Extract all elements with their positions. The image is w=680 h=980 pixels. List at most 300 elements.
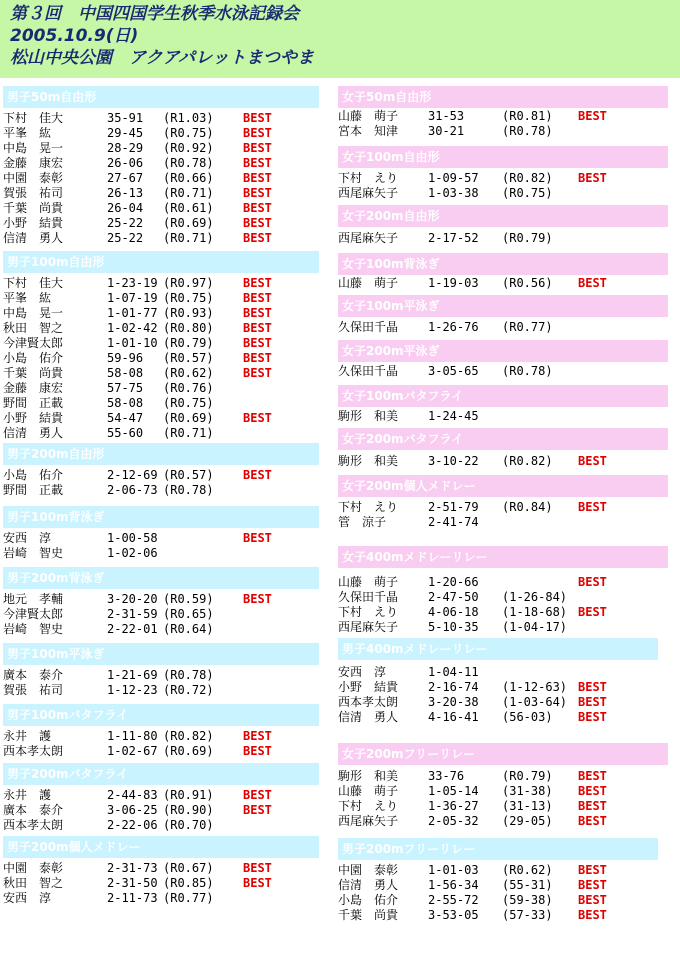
reaction-split: (57-33) bbox=[502, 908, 553, 922]
swimmer-name: 下村 えり bbox=[338, 605, 399, 619]
reaction-split: (R0.70) bbox=[163, 818, 214, 832]
best-mark: BEST bbox=[578, 695, 607, 709]
result-row bbox=[3, 426, 319, 441]
best-mark: BEST bbox=[243, 291, 272, 305]
section-title: 男子50m自由形 bbox=[3, 86, 319, 108]
reaction-split: (R0.71) bbox=[163, 426, 214, 440]
result-time: 33-76 bbox=[428, 769, 465, 783]
reaction-split: (55-31) bbox=[502, 878, 553, 892]
swimmer-name: 下村 えり bbox=[338, 500, 399, 514]
result-row bbox=[338, 799, 668, 814]
best-mark: BEST bbox=[243, 351, 272, 365]
result-row bbox=[3, 818, 319, 833]
swimmer-name: 廣本 泰介 bbox=[3, 668, 64, 682]
result-time: 2-17-52 bbox=[428, 231, 479, 245]
meet-date: 2005.10.9(日) bbox=[10, 26, 139, 46]
swimmer-name: 岩崎 智史 bbox=[3, 546, 64, 560]
result-row bbox=[338, 680, 658, 695]
reaction-split: (R0.57) bbox=[163, 468, 214, 482]
swimmer-name: 金藤 康宏 bbox=[3, 156, 64, 170]
swimmer-name: 下村 えり bbox=[338, 171, 399, 185]
section-title: 男子100mバタフライ bbox=[3, 704, 319, 726]
result-row bbox=[3, 186, 319, 201]
result-time: 2-41-74 bbox=[428, 515, 479, 529]
result-time: 59-96 bbox=[107, 351, 144, 365]
result-row bbox=[338, 186, 668, 201]
result-row bbox=[338, 605, 668, 620]
result-row bbox=[338, 320, 668, 335]
result-time: 1-21-69 bbox=[107, 668, 158, 682]
best-mark: BEST bbox=[578, 799, 607, 813]
swimmer-name: 小島 佑介 bbox=[338, 893, 399, 907]
reaction-split: (R0.91) bbox=[163, 788, 214, 802]
reaction-split: (R0.82) bbox=[502, 171, 553, 185]
result-row bbox=[338, 171, 668, 186]
reaction-split: (R0.71) bbox=[163, 231, 214, 245]
section-title: 男子200m個人メドレー bbox=[3, 836, 319, 858]
swimmer-name: 千葉 尚貴 bbox=[3, 201, 64, 215]
result-row bbox=[3, 141, 319, 156]
reaction-split: (R0.67) bbox=[163, 861, 214, 875]
reaction-split: (R0.64) bbox=[163, 622, 214, 636]
swimmer-name: 信清 勇人 bbox=[3, 231, 64, 245]
result-row bbox=[3, 803, 319, 818]
section-title: 女子400mメドレーリレー bbox=[338, 546, 668, 568]
reaction-split: (56-03) bbox=[502, 710, 553, 724]
swimmer-name: 久保田千晶 bbox=[338, 590, 399, 604]
swimmer-name: 駒形 和美 bbox=[338, 409, 399, 423]
best-mark: BEST bbox=[243, 171, 272, 185]
swimmer-name: 宮本 知津 bbox=[338, 124, 399, 138]
reaction-split: (1-18-68) bbox=[502, 605, 568, 619]
swimmer-name: 中園 泰彰 bbox=[3, 171, 64, 185]
result-row bbox=[3, 468, 319, 483]
result-row bbox=[3, 126, 319, 141]
swimmer-name: 秋田 智之 bbox=[3, 321, 64, 335]
swimmer-name: 安西 淳 bbox=[338, 665, 387, 679]
result-time: 3-10-22 bbox=[428, 454, 479, 468]
swimmer-name: 下村 えり bbox=[338, 799, 399, 813]
result-row bbox=[3, 411, 319, 426]
result-row bbox=[3, 607, 319, 622]
swimmer-name: 秋田 智之 bbox=[3, 876, 64, 890]
swimmer-name: 岩崎 智史 bbox=[3, 622, 64, 636]
result-row bbox=[3, 231, 319, 246]
result-time: 35-91 bbox=[107, 111, 144, 125]
result-row bbox=[338, 500, 668, 515]
result-row bbox=[338, 620, 668, 635]
reaction-split: (R0.69) bbox=[163, 744, 214, 758]
result-time: 3-20-20 bbox=[107, 592, 158, 606]
result-time: 3-06-25 bbox=[107, 803, 158, 817]
result-row bbox=[3, 156, 319, 171]
swimmer-name: 千葉 尚貴 bbox=[338, 908, 399, 922]
best-mark: BEST bbox=[578, 710, 607, 724]
reaction-split: (R0.93) bbox=[163, 306, 214, 320]
swimmer-name: 駒形 和美 bbox=[338, 769, 399, 783]
result-time: 2-51-79 bbox=[428, 500, 479, 514]
best-mark: BEST bbox=[243, 126, 272, 140]
swimmer-name: 駒形 和美 bbox=[338, 454, 399, 468]
best-mark: BEST bbox=[578, 769, 607, 783]
swimmer-name: 久保田千晶 bbox=[338, 364, 399, 378]
swimmer-name: 廣本 泰介 bbox=[3, 803, 64, 817]
result-row bbox=[3, 351, 319, 366]
swimmer-name: 下村 佳大 bbox=[3, 276, 64, 290]
reaction-split: (R0.85) bbox=[163, 876, 214, 890]
reaction-split: (R0.77) bbox=[502, 320, 553, 334]
result-row bbox=[338, 784, 668, 799]
result-row bbox=[3, 744, 319, 759]
best-mark: BEST bbox=[243, 111, 272, 125]
result-time: 1-19-03 bbox=[428, 276, 479, 290]
result-time: 1-09-57 bbox=[428, 171, 479, 185]
result-time: 25-22 bbox=[107, 231, 144, 245]
best-mark: BEST bbox=[243, 201, 272, 215]
reaction-split: (R0.69) bbox=[163, 411, 214, 425]
result-row bbox=[338, 908, 658, 923]
result-row bbox=[3, 171, 319, 186]
swimmer-name: 下村 佳大 bbox=[3, 111, 64, 125]
result-row bbox=[3, 683, 319, 698]
result-time: 58-08 bbox=[107, 396, 144, 410]
result-time: 2-22-06 bbox=[107, 818, 158, 832]
title-band bbox=[0, 0, 680, 78]
result-time: 1-56-34 bbox=[428, 878, 479, 892]
swimmer-name: 久保田千晶 bbox=[338, 320, 399, 334]
best-mark: BEST bbox=[243, 231, 272, 245]
result-time: 26-04 bbox=[107, 201, 144, 215]
swimmer-name: 永井 護 bbox=[3, 788, 52, 802]
best-mark: BEST bbox=[243, 788, 272, 802]
reaction-split: (R0.71) bbox=[163, 186, 214, 200]
best-mark: BEST bbox=[578, 863, 607, 877]
section-title: 男子200mバタフライ bbox=[3, 763, 319, 785]
best-mark: BEST bbox=[243, 216, 272, 230]
section-title: 女子100m平泳ぎ bbox=[338, 295, 668, 317]
best-mark: BEST bbox=[578, 878, 607, 892]
result-row bbox=[3, 276, 319, 291]
swimmer-name: 安西 淳 bbox=[3, 531, 52, 545]
section-title: 男子100m背泳ぎ bbox=[3, 506, 319, 528]
swimmer-name: 賀張 祐司 bbox=[3, 683, 64, 697]
result-time: 26-13 bbox=[107, 186, 144, 200]
swimmer-name: 西本孝太朗 bbox=[3, 744, 64, 758]
swimmer-name: 平峯 紘 bbox=[3, 126, 52, 140]
section-title: 女子100m背泳ぎ bbox=[338, 253, 668, 275]
reaction-split: (31-38) bbox=[502, 784, 553, 798]
reaction-split: (R0.90) bbox=[163, 803, 214, 817]
section-title: 女子200m個人メドレー bbox=[338, 475, 668, 497]
best-mark: BEST bbox=[578, 575, 607, 589]
result-time: 2-31-73 bbox=[107, 861, 158, 875]
reaction-split: (1-12-63) bbox=[502, 680, 568, 694]
result-row bbox=[3, 861, 319, 876]
result-row bbox=[338, 695, 658, 710]
best-mark: BEST bbox=[243, 276, 272, 290]
reaction-split: (R0.76) bbox=[163, 381, 214, 395]
best-mark: BEST bbox=[578, 680, 607, 694]
result-row bbox=[3, 216, 319, 231]
result-time: 2-44-83 bbox=[107, 788, 158, 802]
swimmer-name: 今津賢太郎 bbox=[3, 336, 64, 350]
best-mark: BEST bbox=[578, 814, 607, 828]
swimmer-name: 千葉 尚貴 bbox=[3, 366, 64, 380]
result-time: 3-05-65 bbox=[428, 364, 479, 378]
best-mark: BEST bbox=[243, 876, 272, 890]
reaction-split: (R0.78) bbox=[502, 124, 553, 138]
swimmer-name: 山藤 萌子 bbox=[338, 784, 399, 798]
swimmer-name: 永井 護 bbox=[3, 729, 52, 743]
swimmer-name: 小野 結貴 bbox=[3, 216, 64, 230]
reaction-split: (R0.79) bbox=[502, 769, 553, 783]
best-mark: BEST bbox=[243, 336, 272, 350]
best-mark: BEST bbox=[243, 592, 272, 606]
result-time: 1-01-10 bbox=[107, 336, 158, 350]
best-mark: BEST bbox=[243, 321, 272, 335]
swimmer-name: 西尾麻矢子 bbox=[338, 231, 399, 245]
result-row bbox=[3, 729, 319, 744]
result-time: 31-53 bbox=[428, 109, 465, 123]
reaction-split: (1-04-17) bbox=[502, 620, 568, 634]
swimmer-name: 野間 正載 bbox=[3, 483, 64, 497]
result-row bbox=[3, 876, 319, 891]
best-mark: BEST bbox=[578, 893, 607, 907]
result-time: 5-10-35 bbox=[428, 620, 479, 634]
section-title: 女子100mバタフライ bbox=[338, 385, 668, 407]
result-row bbox=[3, 306, 319, 321]
result-row bbox=[3, 381, 319, 396]
reaction-split: (R0.69) bbox=[163, 216, 214, 230]
reaction-split: (R0.78) bbox=[163, 668, 214, 682]
meet-title: 第３回 中国四国学生秋季水泳記録会 bbox=[10, 4, 299, 24]
result-time: 1-03-38 bbox=[428, 186, 479, 200]
reaction-split: (R0.84) bbox=[502, 500, 553, 514]
swimmer-name: 安西 淳 bbox=[3, 891, 52, 905]
swimmer-name: 西尾麻矢子 bbox=[338, 620, 399, 634]
reaction-split: (R0.78) bbox=[163, 483, 214, 497]
swimmer-name: 西尾麻矢子 bbox=[338, 186, 399, 200]
swimmer-name: 信清 勇人 bbox=[338, 710, 399, 724]
swimmer-name: 小島 佑介 bbox=[3, 351, 64, 365]
reaction-split: (R0.75) bbox=[163, 396, 214, 410]
reaction-split: (R0.56) bbox=[502, 276, 553, 290]
result-row bbox=[3, 622, 319, 637]
result-row bbox=[3, 891, 319, 906]
best-mark: BEST bbox=[578, 605, 607, 619]
reaction-split: (R0.62) bbox=[163, 366, 214, 380]
section-title: 男子100m自由形 bbox=[3, 251, 319, 273]
best-mark: BEST bbox=[243, 468, 272, 482]
meet-venue: 松山中央公園 アクアパレットまつやま bbox=[10, 48, 314, 68]
swimmer-name: 野間 正載 bbox=[3, 396, 64, 410]
swimmer-name: 山藤 萌子 bbox=[338, 109, 399, 123]
result-time: 54-47 bbox=[107, 411, 144, 425]
swimmer-name: 今津賢太郎 bbox=[3, 607, 64, 621]
reaction-split: (R0.81) bbox=[502, 109, 553, 123]
swimmer-name: 地元 孝輔 bbox=[3, 592, 64, 606]
result-row bbox=[3, 396, 319, 411]
result-time: 27-67 bbox=[107, 171, 144, 185]
result-row bbox=[3, 788, 319, 803]
section-title: 女子200mフリーリレー bbox=[338, 743, 668, 765]
best-mark: BEST bbox=[578, 171, 607, 185]
result-time: 26-06 bbox=[107, 156, 144, 170]
swimmer-name: 西本孝太朗 bbox=[338, 695, 399, 709]
section-title: 女子50m自由形 bbox=[338, 86, 668, 108]
reaction-split: (R0.77) bbox=[163, 891, 214, 905]
reaction-split: (R0.75) bbox=[502, 186, 553, 200]
result-row bbox=[338, 124, 668, 139]
swimmer-name: 金藤 康宏 bbox=[3, 381, 64, 395]
result-time: 1-02-67 bbox=[107, 744, 158, 758]
result-time: 1-11-80 bbox=[107, 729, 158, 743]
result-row bbox=[338, 590, 668, 605]
result-time: 1-02-06 bbox=[107, 546, 158, 560]
best-mark: BEST bbox=[243, 366, 272, 380]
best-mark: BEST bbox=[243, 729, 272, 743]
result-time: 2-22-01 bbox=[107, 622, 158, 636]
result-time: 55-60 bbox=[107, 426, 144, 440]
result-time: 1-20-66 bbox=[428, 575, 479, 589]
result-time: 2-16-74 bbox=[428, 680, 479, 694]
result-row bbox=[338, 515, 668, 530]
result-time: 28-29 bbox=[107, 141, 144, 155]
section-title: 男子100m平泳ぎ bbox=[3, 643, 319, 665]
result-row bbox=[3, 592, 319, 607]
best-mark: BEST bbox=[578, 454, 607, 468]
swimmer-name: 中島 晃一 bbox=[3, 306, 64, 320]
result-row bbox=[338, 364, 668, 379]
swimmer-name: 賀張 祐司 bbox=[3, 186, 64, 200]
result-row bbox=[338, 769, 668, 784]
result-time: 1-05-14 bbox=[428, 784, 479, 798]
reaction-split: (59-38) bbox=[502, 893, 553, 907]
result-row bbox=[3, 366, 319, 381]
swimmer-name: 小野 結貴 bbox=[338, 680, 399, 694]
result-time: 57-75 bbox=[107, 381, 144, 395]
reaction-split: (R0.66) bbox=[163, 171, 214, 185]
result-time: 1-26-76 bbox=[428, 320, 479, 334]
best-mark: BEST bbox=[243, 156, 272, 170]
best-mark: BEST bbox=[243, 186, 272, 200]
reaction-split: (R1.03) bbox=[163, 111, 214, 125]
best-mark: BEST bbox=[243, 411, 272, 425]
section-title: 男子200mフリーリレー bbox=[338, 838, 658, 860]
result-time: 1-04-11 bbox=[428, 665, 479, 679]
result-time: 2-11-73 bbox=[107, 891, 158, 905]
result-time: 2-47-50 bbox=[428, 590, 479, 604]
result-time: 1-01-77 bbox=[107, 306, 158, 320]
result-time: 2-55-72 bbox=[428, 893, 479, 907]
result-time: 2-31-50 bbox=[107, 876, 158, 890]
best-mark: BEST bbox=[243, 531, 272, 545]
result-row bbox=[338, 231, 668, 246]
result-time: 2-05-32 bbox=[428, 814, 479, 828]
result-time: 1-00-58 bbox=[107, 531, 158, 545]
best-mark: BEST bbox=[243, 744, 272, 758]
result-row bbox=[338, 575, 668, 590]
reaction-split: (R0.82) bbox=[502, 454, 553, 468]
section-title: 女子200m平泳ぎ bbox=[338, 340, 668, 362]
reaction-split: (R0.78) bbox=[502, 364, 553, 378]
reaction-split: (R0.72) bbox=[163, 683, 214, 697]
reaction-split: (1-26-84) bbox=[502, 590, 568, 604]
reaction-split: (1-03-64) bbox=[502, 695, 568, 709]
result-time: 3-20-38 bbox=[428, 695, 479, 709]
result-row bbox=[3, 668, 319, 683]
swimmer-name: 小野 結貴 bbox=[3, 411, 64, 425]
swimmer-name: 平峯 紘 bbox=[3, 291, 52, 305]
swimmer-name: 山藤 萌子 bbox=[338, 575, 399, 589]
result-time: 4-06-18 bbox=[428, 605, 479, 619]
result-row bbox=[3, 483, 319, 498]
result-row bbox=[3, 336, 319, 351]
swimmer-name: 西本孝太朗 bbox=[3, 818, 64, 832]
result-row bbox=[338, 276, 668, 291]
reaction-split: (R0.75) bbox=[163, 126, 214, 140]
best-mark: BEST bbox=[578, 276, 607, 290]
reaction-split: (R0.65) bbox=[163, 607, 214, 621]
result-time: 29-45 bbox=[107, 126, 144, 140]
result-time: 1-07-19 bbox=[107, 291, 158, 305]
reaction-split: (R0.75) bbox=[163, 291, 214, 305]
reaction-split: (R0.80) bbox=[163, 321, 214, 335]
swimmer-name: 西尾麻矢子 bbox=[338, 814, 399, 828]
reaction-split: (R0.79) bbox=[163, 336, 214, 350]
swimmer-name: 中園 泰彰 bbox=[338, 863, 399, 877]
result-row bbox=[3, 321, 319, 336]
reaction-split: (R0.79) bbox=[502, 231, 553, 245]
result-row bbox=[338, 710, 658, 725]
swimmer-name: 中島 晃一 bbox=[3, 141, 64, 155]
result-time: 1-12-23 bbox=[107, 683, 158, 697]
reaction-split: (R0.97) bbox=[163, 276, 214, 290]
best-mark: BEST bbox=[578, 784, 607, 798]
swimmer-name: 信清 勇人 bbox=[3, 426, 64, 440]
result-row bbox=[338, 893, 658, 908]
result-time: 2-12-69 bbox=[107, 468, 158, 482]
reaction-split: (R0.78) bbox=[163, 156, 214, 170]
reaction-split: (R0.82) bbox=[163, 729, 214, 743]
result-time: 2-31-59 bbox=[107, 607, 158, 621]
result-row bbox=[338, 109, 668, 124]
result-row bbox=[338, 878, 658, 893]
swimmer-name: 管 涼子 bbox=[338, 515, 387, 529]
section-title: 女子200m自由形 bbox=[338, 205, 668, 227]
best-mark: BEST bbox=[578, 109, 607, 123]
reaction-split: (R0.59) bbox=[163, 592, 214, 606]
reaction-split: (R0.57) bbox=[163, 351, 214, 365]
reaction-split: (R0.62) bbox=[502, 863, 553, 877]
result-row bbox=[3, 291, 319, 306]
best-mark: BEST bbox=[243, 803, 272, 817]
reaction-split: (R0.61) bbox=[163, 201, 214, 215]
section-title: 男子200m自由形 bbox=[3, 443, 319, 465]
result-time: 1-23-19 bbox=[107, 276, 158, 290]
best-mark: BEST bbox=[243, 306, 272, 320]
result-row bbox=[338, 814, 668, 829]
result-row bbox=[338, 665, 658, 680]
swimmer-name: 小島 佑介 bbox=[3, 468, 64, 482]
result-time: 25-22 bbox=[107, 216, 144, 230]
reaction-split: (R0.92) bbox=[163, 141, 214, 155]
result-time: 3-53-05 bbox=[428, 908, 479, 922]
result-row bbox=[3, 201, 319, 216]
section-title: 女子200mバタフライ bbox=[338, 428, 668, 450]
result-time: 4-16-41 bbox=[428, 710, 479, 724]
result-row bbox=[338, 454, 668, 469]
